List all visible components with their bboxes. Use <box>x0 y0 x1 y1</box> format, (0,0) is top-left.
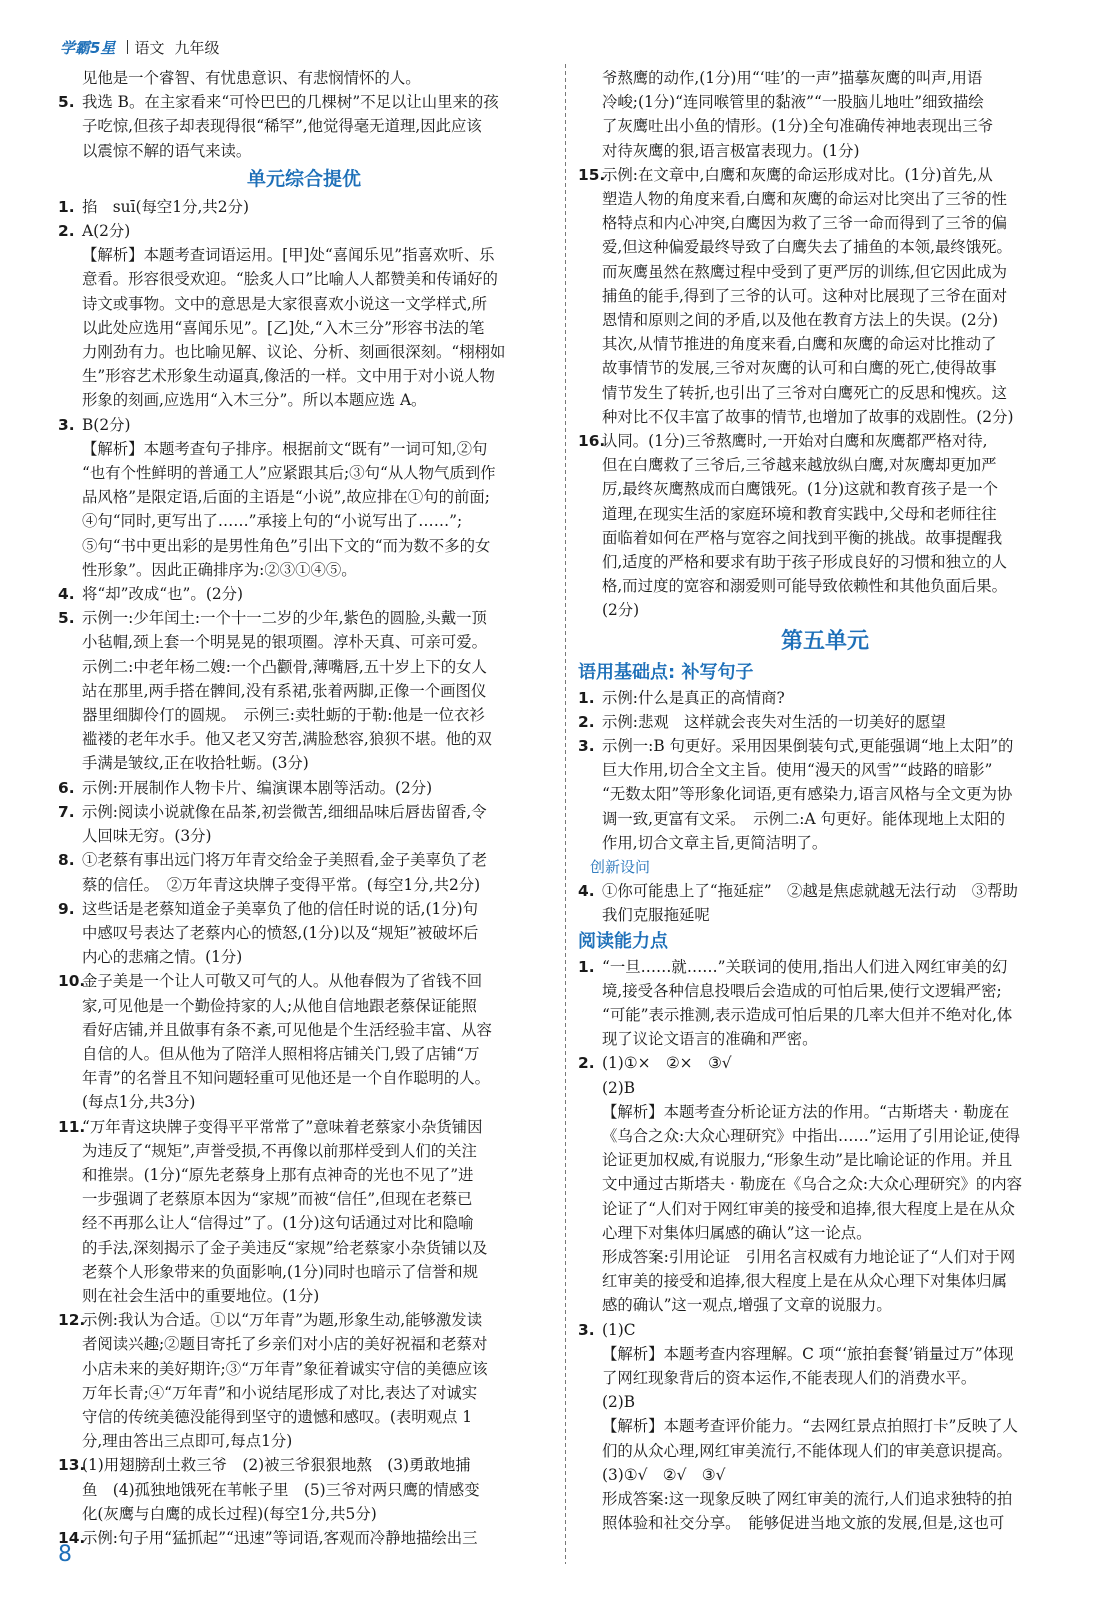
answer-line: 以震惊不解的语气来读。 <box>82 141 252 160</box>
answer-line: 年青”的名誉且不知问题轻重可见他还是一个自作聪明的人。 <box>82 1069 491 1088</box>
answer-line: 道理,在现实生活的家庭环境和教育实践中,父母和老师往往 <box>602 504 997 523</box>
question-number: 6. <box>58 778 75 797</box>
innovation-tag: 创新设问 <box>590 858 651 877</box>
answer-item-12 <box>58 1308 550 1453</box>
subsection-title: 语用基础点: 补写句子 <box>578 661 754 683</box>
answer-line: 形成答案:引用论证 引用名言权威有力地论证了“人们对于网 <box>602 1247 1016 1266</box>
answer-line: 则在社会生活中的重要地位。(1分) <box>82 1286 320 1305</box>
answer-line: (2)B <box>602 1393 636 1412</box>
answer-line: 捕鱼的能手,得到了三爷的认可。这种对比展现了三爷在面对 <box>602 286 1008 305</box>
answer-line: A(2分) <box>82 222 131 241</box>
answer-line: (1)C <box>602 1320 636 1339</box>
question-number: 8. <box>58 851 75 870</box>
question-number: 11. <box>58 1117 86 1136</box>
answer-line: 这些话是老蔡知道金子美辜负了他的信任时说的话,(1分)句 <box>82 899 479 918</box>
answer-line: 蔡的信任。 ②万年青这块牌子变得平常。(每空1分,共2分) <box>82 875 481 894</box>
analysis-line: 们的从众心理,网红审美流行,不能体现人们的审美意识提高。 <box>602 1441 1012 1460</box>
question-number: 3. <box>578 1320 595 1339</box>
answer-line: 手满是皱纹,正在收拾牡蛎。(3分) <box>82 754 309 773</box>
answer-line: 人回味无穷。(3分) <box>82 827 212 846</box>
question-number: 2. <box>58 222 75 241</box>
unit-title: 第五单元 <box>780 628 869 654</box>
question-number: 2. <box>578 712 595 731</box>
answer-line: “无数太阳”等形象化词语,更有感染力,语言风格与全文更为协 <box>602 785 1013 804</box>
answer-line: 而灰鹰虽然在熬鹰过程中受到了更严厉的训练,但它因此成为 <box>602 262 1008 281</box>
answer-continuation <box>578 66 1072 163</box>
answer-line: 的手法,深刻揭示了金子美违反“家规”给老蔡家小杂货铺以及 <box>82 1238 488 1257</box>
analysis-line: 文中通过古斯塔夫 · 勒庞在《乌合之众:大众心理研究》的内容 <box>602 1175 1023 1194</box>
answer-line: 掐 suī(每空1分,共2分) <box>82 197 249 216</box>
answer-line: 者阅读兴趣;②题目寄托了乡亲们对小店的美好祝福和老蔡对 <box>82 1335 488 1354</box>
analysis-line: 形象的刻画,应选用“入木三分”。所以本题应选 A。 <box>82 391 427 410</box>
page-header <box>60 36 219 58</box>
answer-line: 爷熬鹰的动作,(1分)用“‘哇’的一声”描摹灰鹰的叫声,用语 <box>602 69 983 87</box>
question-number: 9. <box>58 899 75 918</box>
answer-item-5 <box>58 90 550 163</box>
question-number: 10. <box>58 972 86 991</box>
answer-item-7 <box>58 800 550 848</box>
answer-item-9 <box>58 897 550 970</box>
answer-continuation: 见他是一个睿智、有忧患意识、有悲悯情怀的人。 <box>82 69 421 87</box>
answer-line: 看好店铺,并且做事有条不紊,可见他是个生活经验丰富、从容 <box>82 1020 492 1039</box>
answer-line: 小店未来的美好期许;③“万年青”象征着诚实守信的美德应该 <box>82 1359 488 1378</box>
analysis-line: 论证更加权威,有说服力,“形象生动”是比喻论证的作用。并且 <box>602 1151 1013 1170</box>
answer-item-6 <box>58 776 550 800</box>
analysis-line: “也有个性鲜明的普通工人”应紧跟其后;③句“从人物气质到作 <box>82 464 496 483</box>
answer-line: 老蔡个人形象带来的负面影响,(1分)同时也暗示了信誉和规 <box>82 1262 479 1281</box>
question-number: 16. <box>578 432 606 451</box>
question-number: 7. <box>58 802 75 821</box>
answer-line: (2分) <box>602 601 640 620</box>
answer-item-a2 <box>578 710 1072 734</box>
answer-line: 恩情和原则之间的矛盾,以及他在教育方法上的失误。(2分) <box>602 311 999 330</box>
answer-line: (每点1分,共3分) <box>82 1093 196 1112</box>
answer-line: 内心的悲痛之情。(1分) <box>82 948 243 967</box>
analysis-line: 诗文或事物。文中的意思是大家很喜欢小说这一文学样式,所 <box>82 294 488 313</box>
analysis-line: 意看。形容很受欢迎。“脍炙人口”比喻人人都赞美和传诵好的 <box>82 270 498 289</box>
answer-line: 感的确认”这一观点,增强了文章的说服力。 <box>602 1296 892 1315</box>
answer-line: 器里细脚伶仃的圆规。 示例三:卖牡蛎的于勒:他是一位衣衫 <box>82 706 485 725</box>
analysis-line: ④句“同时,更写出了……”承接上句的“小说写出了……”; <box>82 512 463 531</box>
answer-line: “万年青这块牌子变得平平常常了”意味着老蔡家小杂货铺因 <box>82 1117 483 1136</box>
answer-item-2 <box>58 219 550 413</box>
answer-line: 了灰鹰吐出小鱼的情形。(1分)全句准确传神地表现出三爷 <box>602 117 994 136</box>
answer-item-14 <box>58 1526 550 1550</box>
question-number: 3. <box>578 737 595 756</box>
answer-line: 经不再那么让人“信得过”了。(1分)这句话通过对比和隐喻 <box>82 1214 474 1233</box>
answer-line: 守信的传统美德没能得到坚守的遗憾和感叹。(表明观点 1 <box>82 1407 473 1426</box>
answer-line: 照体验和社交分享。 能够促进当地文旅的发展,但是,这也可 <box>602 1514 1005 1533</box>
answer-item-1 <box>58 195 550 219</box>
answer-line: 褴褛的老年水手。他又老又穷苦,满脸愁容,狼狈不堪。他的双 <box>82 730 492 749</box>
answer-line: (1)①× ②× ③√ <box>602 1054 732 1073</box>
answer-line: ①你可能患上了“拖延症” ②越是焦虑就越无法行动 ③帮助 <box>602 882 1018 901</box>
answer-line: 示例:阅读小说就像在品茶,初尝微苦,细细品味后唇齿留香,令 <box>82 802 487 821</box>
answer-line: 示例一:少年闰土:一个十一二岁的少年,紫色的圆脸,头戴一顶 <box>82 609 487 628</box>
answer-item-4 <box>58 582 550 606</box>
question-number: 4. <box>58 585 75 604</box>
answer-line: “一旦……就……”关联词的使用,指出人们进入网红审美的幻 <box>602 957 1008 976</box>
analysis-line: 以此处应选用“喜闻乐见”。[乙]处,“入木三分”形容书法的笔 <box>82 318 485 337</box>
answer-line: 鱼 (4)孤独地饿死在苇帐子里 (5)三爷对两只鹰的情感变 <box>82 1480 480 1499</box>
page-number: 8 <box>58 1542 72 1567</box>
answer-line: 调一致,更富有文采。 示例二:A 句更好。能体现地上太阳的 <box>602 809 1006 828</box>
analysis-line: 生”形容艺术形象生动逼真,像活的一样。文中用于对小说人物 <box>82 367 495 386</box>
answer-line: 故事情节的发展,三爷对灰鹰的认可和白鹰的死亡,使得故事 <box>602 359 997 378</box>
answer-line: B(2分) <box>82 415 131 434</box>
answer-line: (1)用翅膀刮土救三爷 (2)被三爷狠狠地熬 (3)勇敢地捕 <box>82 1456 471 1475</box>
header-separator <box>127 40 128 54</box>
answer-line: 塑造人物的角度来看,白鹰和灰鹰的命运对比突出了三爷的性 <box>602 190 1008 209</box>
answer-item-3 <box>58 413 550 582</box>
answer-line: 小毡帽,颈上套一个明晃晃的银项圈。淳朴天真、可亲可爱。 <box>82 633 488 652</box>
right-column <box>578 66 1072 1535</box>
answer-item-r3 <box>578 1318 1072 1536</box>
answer-line: 认同。(1分)三爷熬鹰时,一开始对白鹰和灰鹰都严格对待, <box>602 432 988 451</box>
answer-line: 示例:句子用“猛抓起”“迅速”等词语,客观而冷静地描绘出三 <box>82 1528 478 1547</box>
question-number: 1. <box>578 688 595 707</box>
question-number: 4. <box>578 882 595 901</box>
answer-line: 将“却”改成“也”。(2分) <box>82 585 244 604</box>
question-number: 2. <box>578 1054 595 1073</box>
question-number: 1. <box>58 197 75 216</box>
answer-line: (2)B <box>602 1078 636 1097</box>
analysis-line: 《乌合之众:大众心理研究》中指出……”运用了引用论证,使得 <box>602 1126 1021 1145</box>
answer-line: ①老蔡有事出远门将万年青交给金子美照看,金子美辜负了老 <box>82 851 488 870</box>
answer-line: 格特点和内心冲突,白鹰因为救了三爷一命而得到了三爷的偏 <box>602 214 1008 233</box>
answer-line: 作用,切合文章主旨,更简洁明了。 <box>602 833 828 852</box>
brand-logo: 学霸5星 <box>60 38 116 57</box>
answer-line: 示例:在文章中,白鹰和灰鹰的命运形成对比。(1分)首先,从 <box>602 165 993 184</box>
left-column <box>58 66 550 1550</box>
question-number: 15. <box>578 165 606 184</box>
answer-line: 化(灰鹰与白鹰的成长过程)(每空1分,共5分) <box>82 1504 377 1523</box>
answer-line: 金子美是一个让人可敬又可气的人。从他春假为了省钱不回 <box>82 972 483 991</box>
answer-line: 对待灰鹰的狠,语言极富表现力。(1分) <box>602 141 860 160</box>
question-number: 13. <box>58 1456 86 1475</box>
subsection-title: 阅读能力点 <box>578 930 668 952</box>
analysis-line: 【解析】本题考查内容理解。C 项“‘旅拍套餐’销量过万”体现 <box>602 1344 1014 1363</box>
answer-line: 家,可见他是一个勤俭持家的人;从他自信地跟老蔡保证能照 <box>82 996 477 1015</box>
answer-item-5b <box>58 606 550 775</box>
answer-line: 们,适度的严格和要求有助于孩子形成良好的习惯和独立的人 <box>602 553 1008 572</box>
answer-item-13 <box>58 1453 550 1526</box>
section-title: 单元综合提优 <box>246 167 361 190</box>
answer-line: 示例:悲观 这样就会丧失对生活的一切美好的愿望 <box>602 712 946 731</box>
answer-line: 但在白鹰救了三爷后,三爷越来越放纵白鹰,对灰鹰却更加严 <box>602 456 997 475</box>
question-number: 1. <box>578 957 595 976</box>
answer-line: “可能”表示推测,表示造成可怕后果的几率大但并不绝对化,体 <box>602 1005 1013 1024</box>
question-number: 3. <box>58 415 75 434</box>
answer-line: 我选 B。在主家看来“可怜巴巴的几棵树”不足以让山里来的孩 <box>82 93 499 112</box>
analysis-line: 【解析】本题考查词语运用。[甲]处“喜闻乐见”指喜欢听、乐 <box>82 246 495 265</box>
answer-line: 示例一:B 句更好。采用因果倒装句式,更能强调“地上太阳”的 <box>602 737 1014 756</box>
answer-line: 分,理由答出三点即可,每点1分) <box>82 1432 293 1451</box>
answer-item-a4 <box>578 879 1072 927</box>
answer-line: 为违反了“规矩”,声誉受损,不再像以前那样受到人们的关注 <box>82 1141 477 1160</box>
answer-line: 我们克服拖延呢 <box>602 906 710 925</box>
question-number: 12. <box>58 1311 86 1330</box>
answer-item-11 <box>58 1115 550 1309</box>
analysis-line: 【解析】本题考查分析论证方法的作用。“古斯塔夫 · 勒庞在 <box>602 1102 1010 1121</box>
question-number: 5. <box>58 609 75 628</box>
answer-line: 爱,但这种偏爱最终导致了白鹰失去了捕鱼的本领,最终饿死。 <box>602 238 1012 257</box>
answer-line: 自信的人。但从他为了陪洋人照相将店铺关门,毁了店铺“万 <box>82 1044 480 1063</box>
analysis-line: ⑤句“书中更出彩的是男性角色”引出下文的“而为数不多的女 <box>82 536 491 555</box>
answer-line: 境,接受各种信息投喂后会造成的可怕后果,使行文逻辑严密; <box>602 981 1002 1000</box>
analysis-line: 品风格”是限定语,后面的主语是“小说”,故应排在①句的前面; <box>82 488 490 507</box>
answer-item-r2 <box>578 1051 1072 1317</box>
answer-line: 厉,最终灰鹰熬成而白鹰饿死。(1分)这就和教育孩子是一个 <box>602 480 999 499</box>
answer-item-10 <box>58 969 550 1114</box>
answer-line: 示例:开展制作人物卡片、编演课本剧等活动。(2分) <box>82 778 433 797</box>
answer-line: 种对比不仅丰富了故事的情节,也增加了故事的戏剧性。(2分) <box>602 407 1014 426</box>
answer-item-16 <box>578 429 1072 623</box>
subject-label: 语文 <box>134 38 165 57</box>
answer-line: 格,而过度的宽容和溺爱则可能导致依赖性和其他负面后果。 <box>602 577 1008 596</box>
question-number: 5. <box>58 93 75 112</box>
answer-line: 冷峻;(1分)“连同喉管里的黏液”“一股脑儿地吐”细致描绘 <box>602 93 984 112</box>
answer-item-8 <box>58 848 550 896</box>
grade-label: 九年级 <box>174 38 220 57</box>
answer-item-r1 <box>578 955 1072 1052</box>
question-number: 14. <box>58 1528 86 1547</box>
answer-line: 面临着如何在严格与宽容之间找到平衡的挑战。故事提醒我 <box>602 528 1003 547</box>
answer-line: 示例:我认为合适。①以“万年青”为题,形象生动,能够激发读 <box>82 1311 483 1330</box>
answer-line: 其次,从情节推进的角度来看,白鹰和灰鹰的命运对比推动了 <box>602 335 997 354</box>
answer-line: 情节发生了转折,也引出了三爷对白鹰死亡的反思和愧疚。这 <box>602 383 1008 402</box>
answer-line: 万年长青;④“万年青”和小说结尾形成了对比,表达了对诚实 <box>82 1383 478 1402</box>
answer-line: 和推崇。(1分)“原先老蔡身上那有点神奇的光也不见了”进 <box>82 1165 474 1184</box>
answer-line: 示例:什么是真正的高情商? <box>602 688 785 707</box>
answer-line: 现了议论文语言的准确和严密。 <box>602 1030 818 1049</box>
answer-line: 一步强调了老蔡原本因为“家规”而被“信任”,但现在老蔡已 <box>82 1190 473 1209</box>
analysis-line: 性形象”。因此正确排序为:②③①④⑤。 <box>82 560 357 579</box>
answer-item-a3 <box>578 734 1072 855</box>
analysis-line: 力刚劲有力。也比喻见解、议论、分析、刻画很深刻。“栩栩如 <box>82 343 506 362</box>
answer-line: (3)①√ ②√ ③√ <box>602 1465 726 1484</box>
answer-line: 中感叹号表达了老蔡内心的愤怒,(1分)以及“规矩”被破坏后 <box>82 923 479 942</box>
analysis-line: 心理下对集体归属感的确认”这一论点。 <box>602 1223 872 1242</box>
answer-line: 站在那里,两手搭在髀间,没有系裙,张着两脚,正像一个画图仪 <box>82 681 487 700</box>
answer-line: 形成答案:这一现象反映了网红审美的流行,人们追求独特的拍 <box>602 1489 1013 1508</box>
answer-line: 子吃惊,但孩子却表现得很“稀罕”,他觉得毫无道理,因此应该 <box>82 117 482 136</box>
column-divider <box>565 64 566 1564</box>
answer-item-a1 <box>578 686 1072 710</box>
answer-line: 巨大作用,切合全文主旨。使用“漫天的风雪”“歧路的暗影” <box>602 761 993 780</box>
analysis-line: 了网红现象背后的资本运作,不能表现人们的消费水平。 <box>602 1368 977 1387</box>
analysis-line: 论证了“人们对于网红审美的接受和追捧,很大程度上是在从众 <box>602 1199 1015 1218</box>
answer-line: 示例二:中老年杨二嫂:一个凸颧骨,薄嘴唇,五十岁上下的女人 <box>82 657 487 676</box>
answer-line: 红审美的接受和追捧,很大程度上是在从众心理下对集体归属 <box>602 1272 1008 1291</box>
analysis-line: 【解析】本题考查句子排序。根据前文“既有”一词可知,②句 <box>82 439 488 458</box>
analysis-line: 【解析】本题考查评价能力。“去网红景点拍照打卡”反映了人 <box>602 1417 1018 1436</box>
answer-item-15 <box>578 163 1072 429</box>
